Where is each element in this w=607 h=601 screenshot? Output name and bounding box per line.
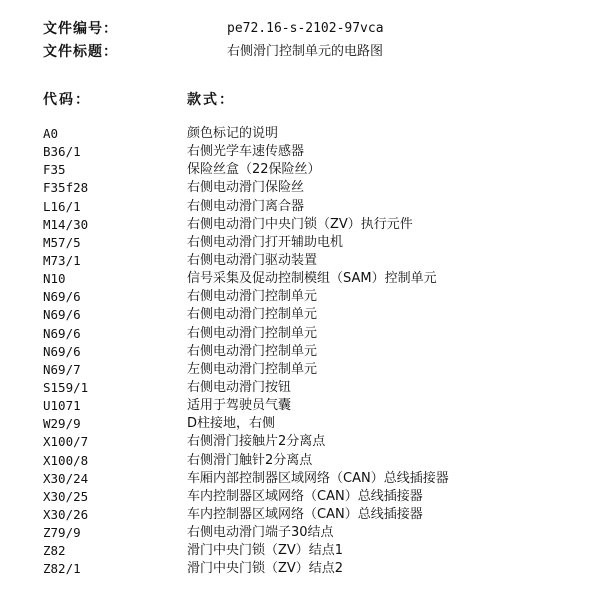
component-description: 右侧电动滑门控制单元 — [187, 343, 318, 359]
component-description: 车内控制器区域网络（CAN）总线插接器 — [187, 488, 423, 504]
component-description: 保险丝盒（22保险丝） — [187, 162, 321, 178]
component-code: B36/1 — [43, 144, 81, 160]
table-row — [43, 125, 583, 143]
table-row — [43, 288, 583, 306]
component-code: L16/1 — [43, 198, 81, 214]
table-row — [43, 343, 583, 361]
component-description: 右侧电动滑门打开辅助电机 — [187, 234, 344, 250]
component-description: 信号采集及促动控制模组（SAM）控制单元 — [187, 271, 437, 287]
document-number-label: 文件编号： — [43, 21, 118, 37]
component-description: 颜色标记的说明 — [187, 126, 279, 141]
table-row — [43, 379, 583, 397]
table-row — [43, 397, 583, 415]
component-code: X30/25 — [43, 488, 89, 504]
table-row — [43, 506, 583, 524]
component-code: A0 — [43, 126, 59, 141]
table-row — [43, 143, 583, 161]
component-code: Z79/9 — [43, 525, 81, 541]
component-description: 右侧电动滑门保险丝 — [187, 180, 305, 196]
component-code: X100/7 — [43, 434, 89, 450]
table-row — [43, 325, 583, 343]
component-description: 右侧电动滑门控制单元 — [187, 325, 318, 341]
table-row — [43, 306, 583, 324]
component-description: 右侧电动滑门端子30结点 — [187, 525, 334, 541]
document-number-value: pe72.16-s-2102-97vca — [227, 21, 384, 36]
component-code: X30/24 — [43, 470, 89, 486]
component-code: F35f28 — [43, 180, 89, 196]
component-code: N69/6 — [43, 325, 81, 341]
component-description: 左侧电动滑门控制单元 — [187, 361, 318, 377]
component-code-list — [43, 125, 583, 579]
document-title-label: 文件标题： — [43, 44, 118, 60]
component-code: Z82/1 — [43, 561, 81, 577]
description-column-header: 款式： — [187, 92, 235, 108]
component-description: 车厢内部控制器区域网络（CAN）总线插接器 — [187, 470, 449, 486]
component-code: Z82 — [43, 543, 66, 559]
table-row — [43, 415, 583, 433]
component-code: N69/7 — [43, 361, 81, 377]
table-row — [43, 488, 583, 506]
component-description: 右侧电动滑门离合器 — [187, 198, 305, 214]
component-description: 右侧电动滑门按钮 — [187, 379, 292, 395]
table-row — [43, 216, 583, 234]
component-code: X100/8 — [43, 452, 89, 468]
table-row — [43, 361, 583, 379]
table-row — [43, 433, 583, 451]
component-description: 滑门中央门锁（ZV）结点2 — [187, 561, 344, 577]
table-row — [43, 198, 583, 216]
document-title-row — [43, 42, 583, 62]
table-row — [43, 161, 583, 179]
component-code: X30/26 — [43, 506, 89, 522]
table-row — [43, 252, 583, 270]
component-description: 右侧电动滑门驱动装置 — [187, 252, 318, 268]
component-code: N69/6 — [43, 289, 81, 305]
component-code: F35 — [43, 162, 66, 178]
component-code: M57/5 — [43, 234, 81, 250]
component-code: M73/1 — [43, 252, 81, 268]
document-title-value: 右侧滑门控制单元的电路图 — [227, 44, 384, 59]
component-code: N10 — [43, 271, 66, 287]
component-description: 右侧电动滑门控制单元 — [187, 289, 318, 305]
table-row — [43, 234, 583, 252]
table-row — [43, 542, 583, 560]
component-code: W29/9 — [43, 416, 81, 432]
component-description: 车内控制器区域网络（CAN）总线插接器 — [187, 506, 423, 522]
document-number-row — [43, 19, 583, 39]
component-description: 右侧电动滑门控制单元 — [187, 307, 318, 323]
component-code: S159/1 — [43, 379, 89, 395]
table-row — [43, 179, 583, 197]
table-row — [43, 270, 583, 288]
table-row — [43, 560, 583, 578]
table-row — [43, 524, 583, 542]
component-code: N69/6 — [43, 343, 81, 359]
component-description: D柱接地，右侧 — [187, 416, 276, 432]
component-code: N69/6 — [43, 307, 81, 323]
component-description: 滑门中央门锁（ZV）结点1 — [187, 543, 344, 559]
code-column-header: 代码： — [43, 92, 91, 108]
table-row — [43, 452, 583, 470]
table-row — [43, 470, 583, 488]
component-code: M14/30 — [43, 216, 89, 232]
component-description: 右侧滑门触针2分离点 — [187, 452, 313, 468]
component-code: U1071 — [43, 398, 81, 414]
component-description: 右侧电动滑门中央门锁（ZV）执行元件 — [187, 216, 413, 232]
component-description: 右侧光学车速传感器 — [187, 144, 305, 160]
component-description: 适用于驾驶员气囊 — [187, 398, 292, 414]
component-description: 右侧滑门接触片2分离点 — [187, 434, 326, 450]
